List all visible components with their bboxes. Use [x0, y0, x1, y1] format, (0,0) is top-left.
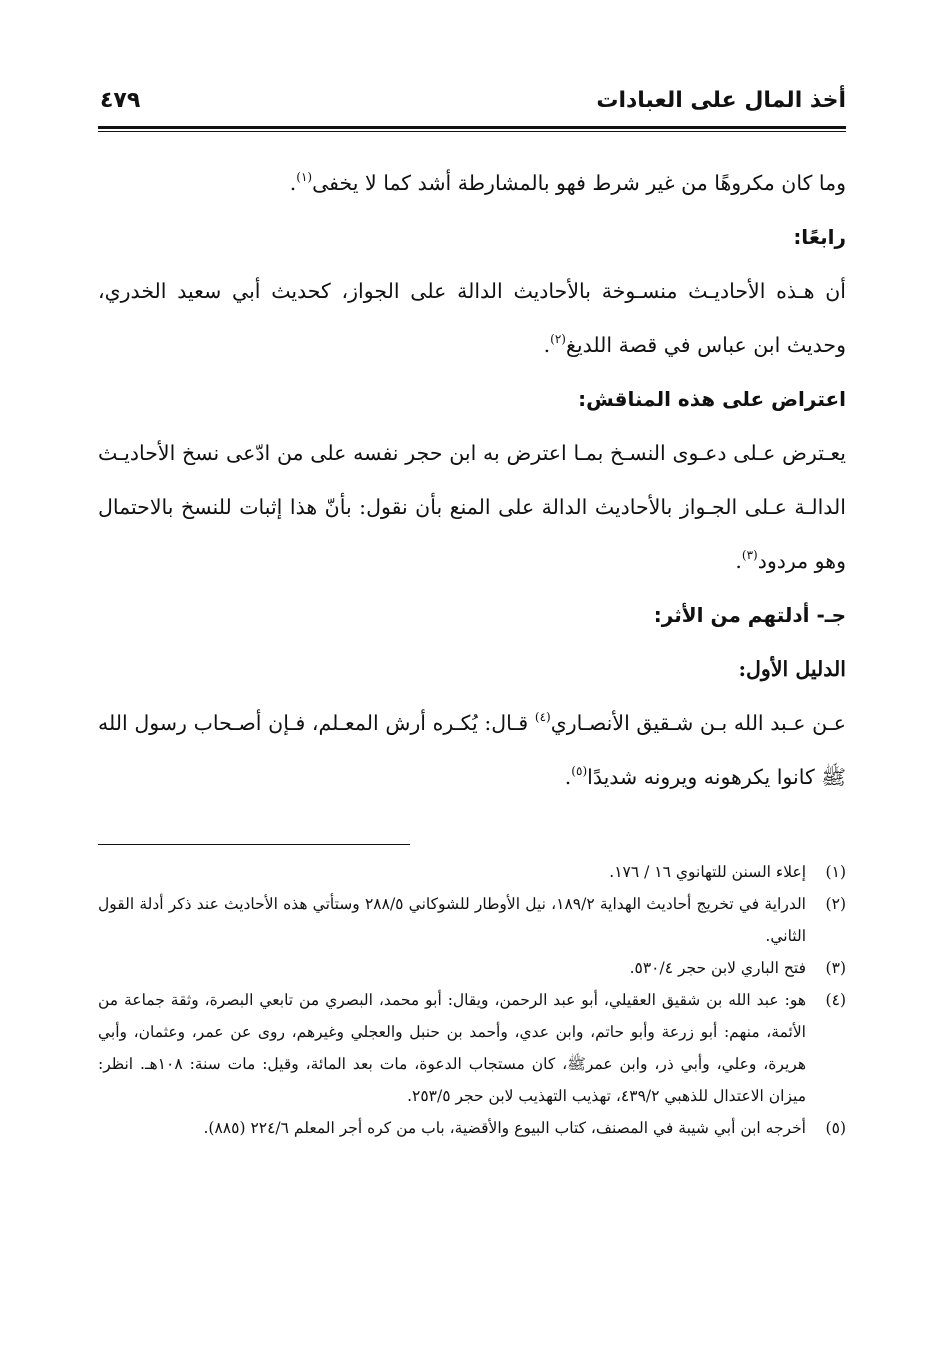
- footnote-item: [98, 984, 846, 1112]
- paragraph-end: .: [564, 765, 572, 789]
- footnote-text: أخرجه ابن أبي شيبة في المصنف، كتاب البيوع والأقضية، باب من كره أجر المعلم ٢٢٤/٦ (٨٨٥).: [203, 1119, 806, 1137]
- paragraph: [98, 696, 846, 804]
- paragraph-end: .: [289, 171, 297, 195]
- footnote-ref[interactable]: (٢): [550, 332, 566, 346]
- running-title: أخذ المال على العبادات: [596, 88, 846, 113]
- paragraph: [98, 156, 846, 210]
- footnote-item: [98, 1112, 846, 1144]
- footnote-text: هو: عبد الله بن شقيق العقيلي، أبو عبد الرحمن، ويقال: أبو محمد، البصري من تابعي البصرة، وثقة جماعة من الأئمة، منهم: أبو زرعة وأبو حاتم، وابن عدي، وأحمد بن حنبل والعجلي وغيرهم، روى عن عمر، وعثمان، وأبي هريرة، وعلي، وأبي ذر، وابن عمرﷺ، كان مستجاب الدعوة، مات بعد المائة، وقيل: مات سنة: ١٠٨هـ. انظر: ميزان الاعتدال للذهبي ٤٣٩/٢، تهذيب التهذيب لابن حجر ٢٥٣/٥.: [98, 991, 806, 1105]
- footnote-number: (١): [825, 863, 846, 881]
- paragraph: [98, 426, 846, 588]
- paragraph-end: .: [735, 549, 742, 573]
- paragraph-end: .: [543, 333, 551, 357]
- section-heading-objection: اعتراض على هذه المناقش:: [578, 387, 846, 411]
- footnote-number: (٢): [825, 895, 846, 913]
- footnote-item: [98, 952, 846, 984]
- footnote-text: إعلاء السنن للتهانوي ١٦ / ١٧٦.: [609, 863, 806, 881]
- footnotes: [98, 856, 846, 1144]
- main-text: [98, 156, 846, 804]
- footnote-ref[interactable]: (١): [296, 170, 313, 184]
- footnote-separator: [98, 844, 410, 845]
- footnote-item: [98, 856, 846, 888]
- header-rule: [98, 126, 846, 129]
- paragraph-text: أن هـذه الأحاديـث منسـوخة بالأحاديث الدالة على الجواز، كحديث أبي سعيد الخدري، وحديث ابن عباس في قصة اللديغ: [98, 279, 846, 357]
- running-header: [98, 86, 846, 122]
- paragraph-text: وما كان مكروهًا من غير شرط فهو بالمشارطة أشد كما لا يخفى: [312, 171, 846, 195]
- footnote-item: [98, 888, 846, 952]
- subheading-first-evidence: الدليل الأول:: [738, 657, 846, 681]
- book-page: [98, 86, 846, 1316]
- footnote-number: (٣): [825, 959, 846, 977]
- footnote-ref[interactable]: (٤): [534, 710, 551, 724]
- footnote-ref[interactable]: (٥): [571, 764, 588, 778]
- section-heading-rabian: رابعًا:: [793, 225, 846, 249]
- paragraph: [98, 264, 846, 372]
- paragraph-text: قـال: يُكـره أرش المعـلم، فـإن أصـحاب رسول الله ﷺ كانوا يكرهونه ويرونه شديدًا: [98, 711, 846, 789]
- section-heading-evidence: جـ- أدلتهم من الأثر:: [653, 603, 846, 627]
- page-number: ٤٧٩: [100, 88, 141, 113]
- footnote-number: (٤): [825, 991, 846, 1009]
- footnote-number: (٥): [825, 1119, 846, 1137]
- footnote-text: فتح الباري لابن حجر ٥٣٠/٤.: [629, 959, 806, 977]
- paragraph-text: يعـترض عـلى دعـوى النسـخ بمـا اعترض به ابن حجر نفسه على من ادّعى نسخ الأحاديـث الدالـة عـلى الجـواز بالأحاديث الدالة على المنع بأن نقول: بأنّ هذا إثبات للنسخ بالاحتمال وهو مردود: [98, 441, 846, 573]
- footnote-ref[interactable]: (٣): [741, 548, 758, 562]
- footnote-text: الدراية في تخريج أحاديث الهداية ١٨٩/٢، نيل الأوطار للشوكاني ٢٨٨/٥ وستأتي هذه الأحاديث عند ذكر أدلة القول الثاني.: [98, 895, 806, 945]
- paragraph-text: عـن عـبد الله بـن شـقيق الأنصـاري: [550, 711, 846, 735]
